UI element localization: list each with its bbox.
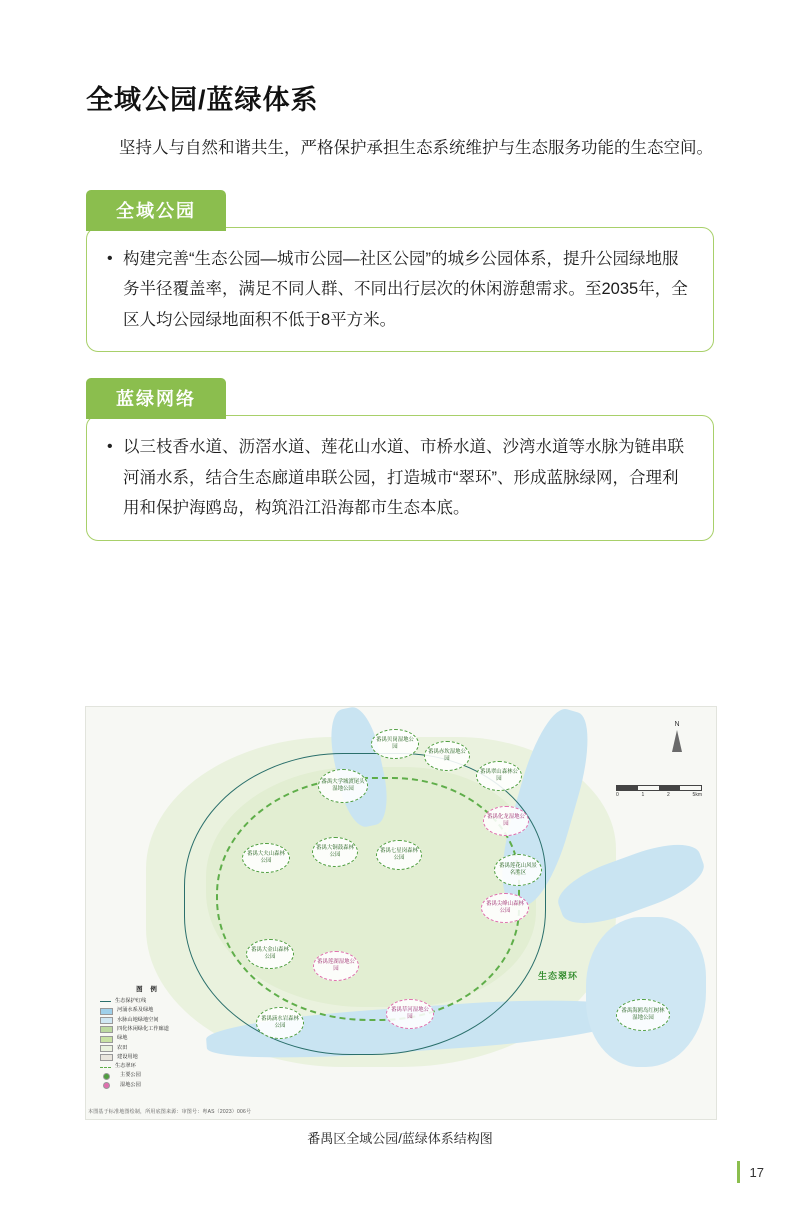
footer-accent-bar <box>737 1161 740 1183</box>
legend-item <box>100 1072 196 1080</box>
map-park-node[interactable]: 番禺化龙湿地公园 <box>483 806 529 836</box>
legend-title: 图 例 <box>136 986 160 994</box>
map-park-node[interactable]: 番禺赤坎湿地公园 <box>424 741 470 771</box>
section-text: 构建完善“生态公园—城市公园—社区公园”的城乡公园体系，提升公园绿地服务半径覆盖率，满足不同人群、不同出行层次的休闲游憩需求。至2035年，全区人均公园绿地面积不低于8平方米。 <box>123 249 688 329</box>
map-park-node[interactable]: 番禺大金山森林公园 <box>246 939 294 969</box>
legend-label: 绿地 <box>117 1035 128 1042</box>
map-park-node[interactable]: 番禺滴水岩森林公园 <box>256 1007 304 1039</box>
map-legend <box>100 985 196 1091</box>
map-ring-label: 生态翠环 <box>538 971 579 981</box>
bullet-marker: • <box>107 249 113 267</box>
legend-item <box>100 998 196 1006</box>
map-canvas <box>85 706 717 1120</box>
map-park-node[interactable]: 番禺大学城渡尾头湿地公园 <box>318 769 368 803</box>
section-heading: 蓝绿网络 <box>86 378 226 419</box>
legend-label: 生态保护红线 <box>115 998 147 1005</box>
legend-swatch-icon <box>100 1036 113 1043</box>
legend-item <box>100 1082 196 1090</box>
page-footer <box>737 1161 764 1183</box>
bullet-marker: • <box>107 438 113 456</box>
compass <box>660 721 694 752</box>
compass-label: N <box>674 721 680 728</box>
legend-label: 农田 <box>117 1044 128 1051</box>
map-park-node[interactable]: 番禺翠山森林公园 <box>476 761 522 791</box>
scale-tick: 2 <box>667 792 670 798</box>
legend-label: 湿地公园 <box>120 1081 141 1088</box>
section-heading: 全域公园 <box>86 190 226 231</box>
legend-label: 河涌水系及绿地 <box>117 1007 154 1014</box>
map-water-delta <box>586 917 706 1067</box>
legend-swatch-icon <box>100 1008 113 1015</box>
legend-swatch-icon <box>100 1067 111 1068</box>
legend-item <box>100 1045 196 1053</box>
legend-label: 生态翠环 <box>115 1063 136 1070</box>
scale-bar-graphic <box>616 785 702 791</box>
scale-bar <box>616 785 702 798</box>
legend-swatch-icon <box>100 1026 113 1033</box>
map-park-node[interactable]: 番禺草河湿地公园 <box>386 999 434 1029</box>
figure-caption: 番禺区全域公园/蓝绿体系结构图 <box>307 1131 493 1146</box>
legend-label: 水脉山地绿地空间 <box>117 1016 159 1023</box>
scale-tick: 0 <box>616 792 619 798</box>
intro-paragraph: 坚持人与自然和谐共生，严格保护承担生态系统维护与生态服务功能的生态空间。 <box>119 139 713 157</box>
section-text: 以三枝香水道、沥滘水道、莲花山水道、市桥水道、沙湾水道等水脉为链串联河涌水系，结合生态廊道串联公园，打造城市“翠环”、形成蓝脉绿网，合理利用和保护海鸥岛，构筑沿江沿海都市生态本底。 <box>123 438 684 518</box>
legend-item <box>100 1026 196 1034</box>
legend-label: 建设用地 <box>117 1053 138 1060</box>
legend-item <box>100 1054 196 1062</box>
legend-swatch-icon <box>100 1001 111 1002</box>
section-quanyu-gongyuan <box>86 190 714 353</box>
map-park-node[interactable]: 番禺莲湖湿地公园 <box>313 951 359 981</box>
page-title: 全域公园/蓝绿体系 <box>86 85 319 115</box>
scale-tick: 5km <box>692 792 702 798</box>
legend-label: 四化休闲绿化工作廊道 <box>117 1025 169 1032</box>
compass-needle-icon <box>672 730 682 752</box>
map-park-node[interactable]: 番禺莲花山风景名胜区 <box>494 854 542 886</box>
map-figure <box>85 706 715 1146</box>
section-body <box>86 415 714 541</box>
document-page <box>0 78 800 1209</box>
map-disclaimer: 本图基于标准地图绘制，所用底图来源：审图号：粤AS（2023）006号 <box>88 1109 252 1115</box>
map-park-node[interactable]: 番禺贝岗湿地公园 <box>371 729 419 759</box>
map-park-node[interactable]: 番禺海鸥岛红树林湿地公园 <box>616 999 670 1031</box>
legend-swatch-icon <box>100 1017 113 1024</box>
section-body <box>86 227 714 353</box>
map-park-node[interactable]: 番禺大铜鼓森林公园 <box>312 837 358 867</box>
legend-label: 主要公园 <box>120 1072 141 1079</box>
legend-swatch-icon <box>100 1054 113 1061</box>
map-park-node[interactable]: 番禺尖峰山森林公园 <box>481 893 529 923</box>
legend-item <box>100 1007 196 1015</box>
legend-item <box>100 1063 196 1071</box>
map-park-node[interactable]: 番禺大夫山森林公园 <box>242 843 290 873</box>
legend-item <box>100 1035 196 1043</box>
legend-item <box>100 1017 196 1025</box>
legend-swatch-icon <box>100 1045 113 1052</box>
scale-tick: 1 <box>641 792 645 798</box>
legend-swatch-icon <box>103 1073 110 1080</box>
legend-swatch-icon <box>103 1082 110 1089</box>
section-langlv-wangluo <box>86 378 714 541</box>
page-number: 17 <box>749 1164 764 1180</box>
map-park-node[interactable]: 番禺七星岗森林公园 <box>376 840 422 870</box>
map-eco-ring <box>216 777 520 1021</box>
